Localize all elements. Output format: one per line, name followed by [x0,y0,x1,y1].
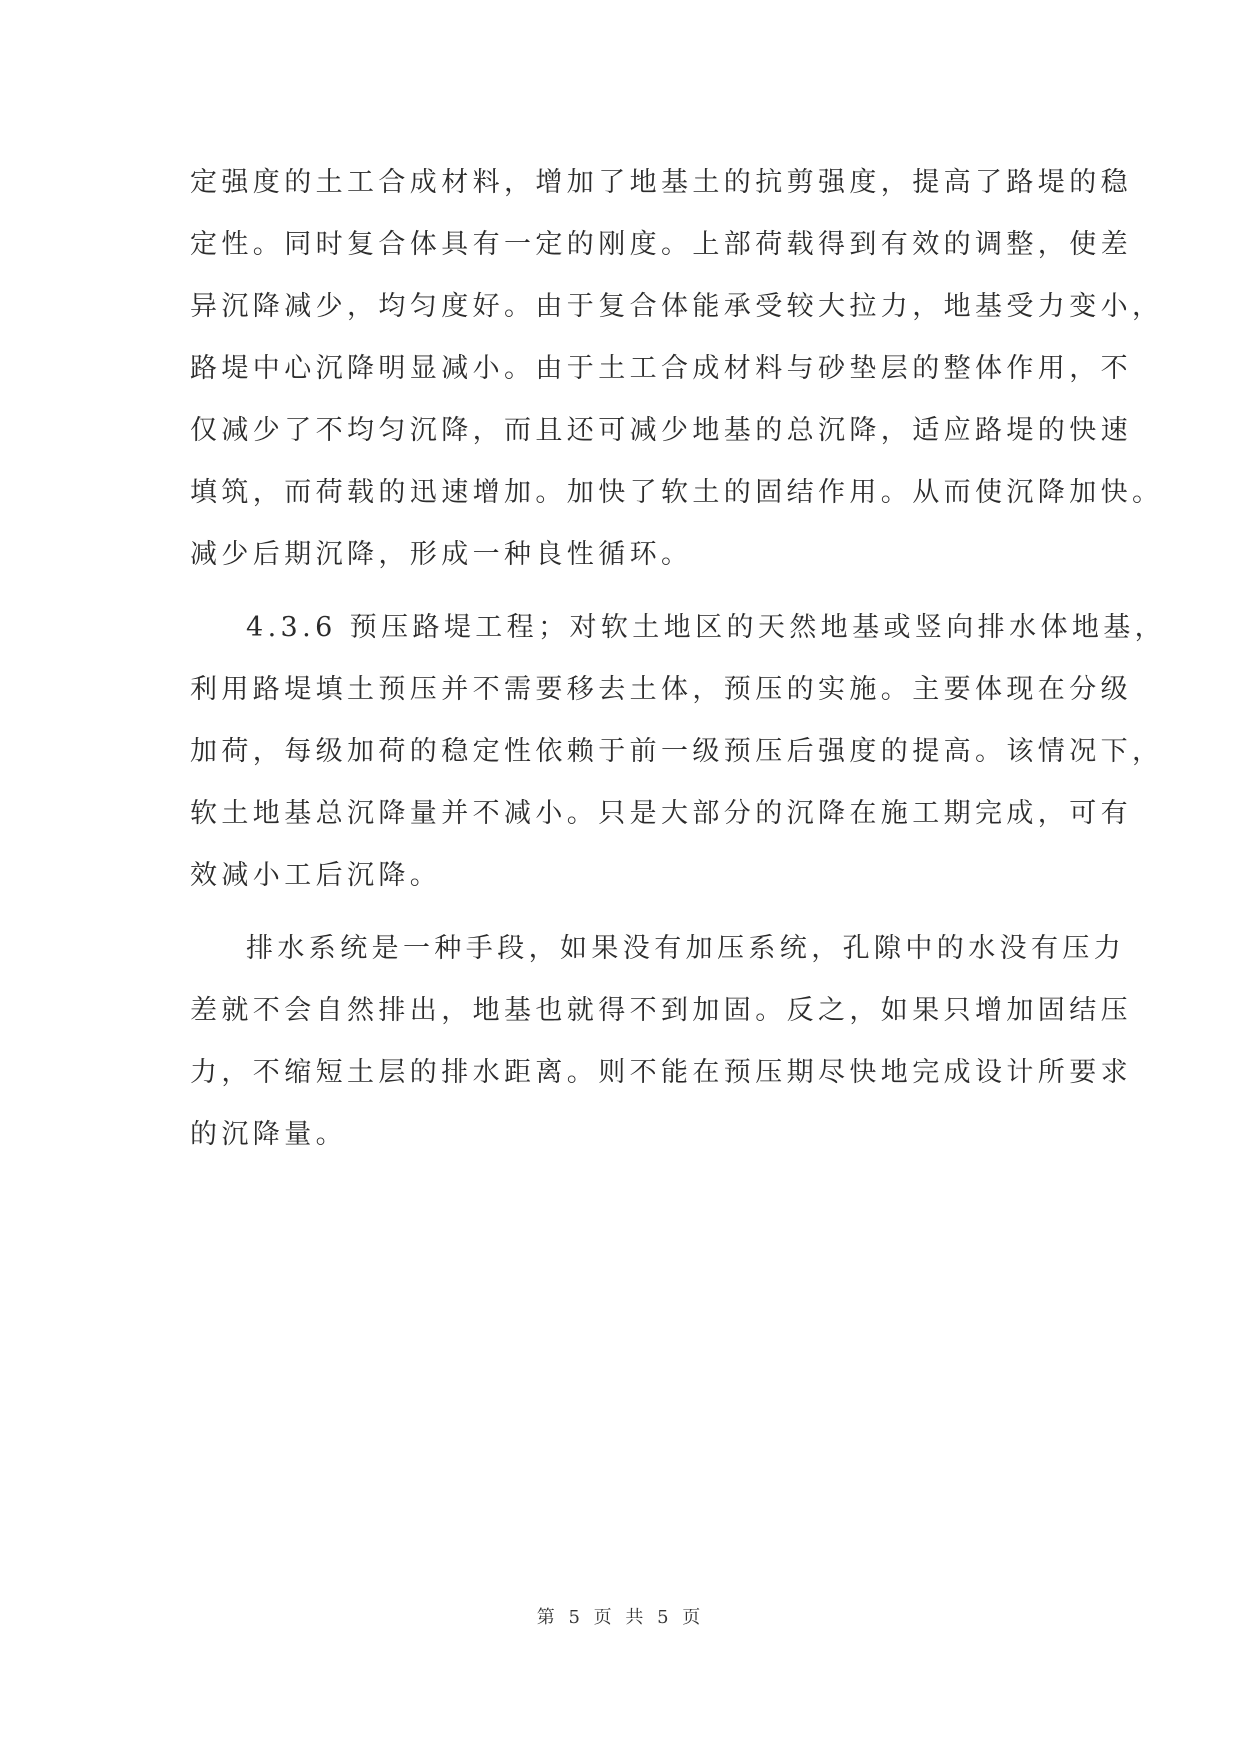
text-line: 利用路堤填土预压并不需要移去土体，预压的实施。主要体现在分级 [190,674,1132,705]
text-line: 排水系统是一种手段，如果没有加压系统，孔隙中的水没有压力 [246,933,1126,964]
text-line: 软土地基总沉降量并不减小。只是大部分的沉降在施工期完成，可有 [190,798,1132,829]
text-line: 4.3.6 预压路堤工程；对软土地区的天然地基或竖向排水体地基， [246,612,1167,643]
text-line: 填筑，而荷载的迅速增加。加快了软土的固结作用。从而使沉降加快。 [190,477,1164,508]
paragraph-preload-embankment [190,603,1167,913]
text-line: 定性。同时复合体具有一定的刚度。上部荷载得到有效的调整，使差 [190,229,1132,260]
text-line: 效减小工后沉降。 [190,860,442,891]
paragraph-drainage-system [190,924,1132,1172]
text-line: 路堤中心沉降明显减小。由于土工合成材料与砂垫层的整体作用，不 [190,353,1132,384]
text-line: 减少后期沉降，形成一种良性循环。 [190,539,693,570]
text-line: 的沉降量。 [190,1119,347,1150]
text-line: 加荷，每级加荷的稳定性依赖于前一级预压后强度的提高。该情况下， [190,736,1164,767]
paragraph-geogrid-effect [190,158,1164,592]
text-line: 差就不会自然排出，地基也就得不到加固。反之，如果只增加固结压 [190,995,1132,1026]
text-line: 力，不缩短土层的排水距离。则不能在预压期尽快地完成设计所要求 [190,1057,1132,1088]
text-line: 仅减少了不均匀沉降，而且还可减少地基的总沉降，适应路堤的快速 [190,415,1132,446]
body-text [190,158,1167,1172]
text-line: 定强度的土工合成材料，增加了地基土的抗剪强度，提高了路堤的稳 [190,167,1132,198]
text-line: 异沉降减少，均匀度好。由于复合体能承受较大拉力，地基受力变小， [190,291,1164,322]
page-number-footer: 第 5 页 共 5 页 [536,1607,705,1628]
